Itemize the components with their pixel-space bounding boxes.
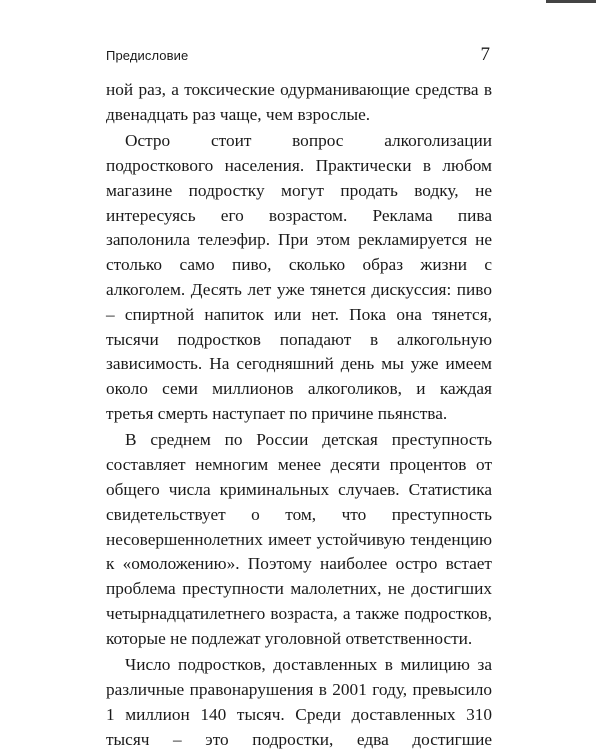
paragraph-crime: В среднем по России детская преступность составляет немногим менее десяти процентов от общего числа криминальных случаев. Статистика свидетельствует о том, что преступность несовершеннолетних имеет устойчивую тенденцию к «омоложению». Поэтому наиболее остро встает проблема преступности малолетних, не достигших четырнадцатилетнего возраста, а также подростков, которые не подлежат уголовной ответственности.: [106, 430, 492, 648]
body-text: [106, 78, 492, 754]
running-head-title: Предисловие: [106, 48, 189, 63]
paragraph-statistics: Число подростков, доставленных в милицию за различные правонарушения в 2001 году, превысило 1 миллион 140 тысяч. Среди доставленных 310 тысяч – это подростки, едва достигшие: [106, 655, 492, 749]
page-number: 7: [480, 44, 490, 65]
page-header: [106, 44, 490, 68]
paragraph-alcohol: Остро стоит вопрос алкоголизации подросткового населения. Практически в любом магазине подростку могут продать водку, не интересуясь его возрастом. Реклама пива заполонила телеэфир. При этом рекламируется не столько само пиво, сколько образ жизни с алкоголем. Десять лет уже тянется дискуссия: пиво – спиртной напиток или нет. Пока она тянется, тысячи подростков попадают в алкогольную зависимость. На сегодняшний день мы уже имеем около семи миллионов алкоголиков, и каждая третья смерть наступает по причине пьянства.: [106, 131, 492, 423]
paragraph-continuation: ной раз, а токсические одурманивающие средства в двенадцать раз чаще, чем взрослые.: [106, 80, 492, 124]
page-corner-mark: [546, 0, 596, 3]
